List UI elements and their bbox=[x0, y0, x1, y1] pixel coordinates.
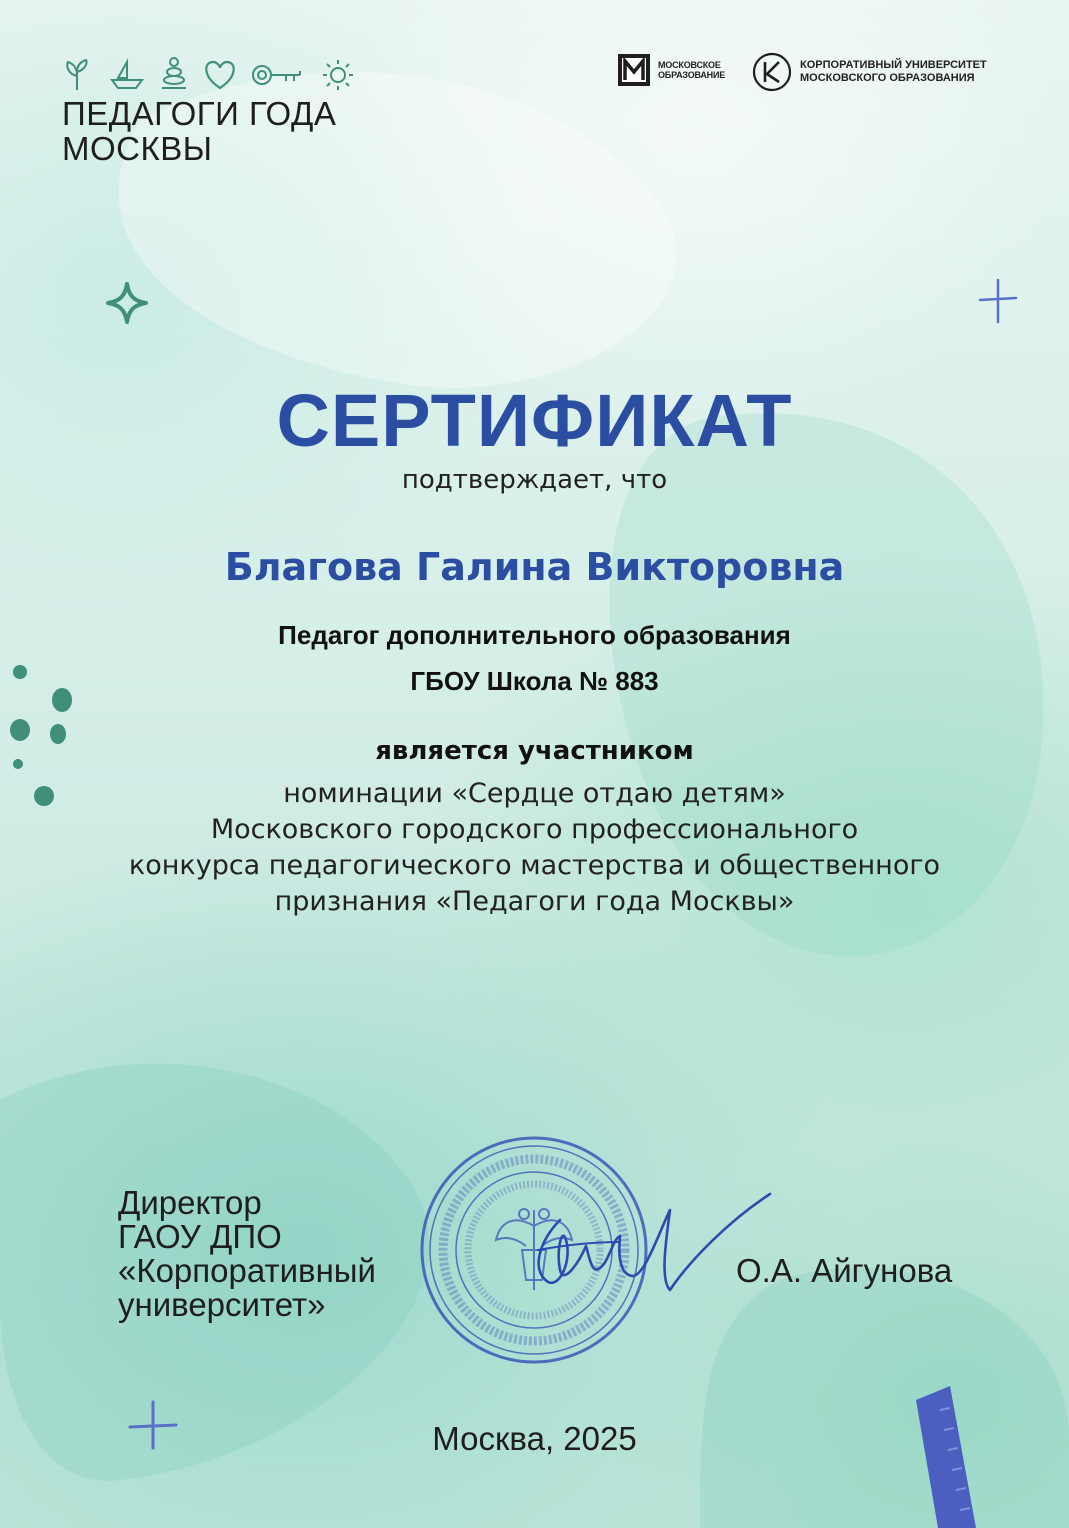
confirms-text: подтверждает, что bbox=[401, 465, 668, 495]
corporate-university-logo-icon bbox=[752, 52, 792, 92]
brand-line: ПЕДАГОГИ ГОДА bbox=[62, 95, 337, 132]
sprout-icon bbox=[67, 60, 86, 90]
partner-logo-moscow-education bbox=[616, 52, 725, 88]
nomination-line: признания «Педагоги года Москвы» bbox=[274, 886, 795, 917]
heart-icon bbox=[206, 62, 233, 88]
participant-status: является участником bbox=[375, 736, 694, 766]
signatory-role bbox=[118, 1186, 376, 1322]
sparkle-icon bbox=[104, 280, 150, 326]
pyramid-toy-icon bbox=[162, 58, 186, 88]
partner-logo-corporate-university bbox=[752, 52, 987, 92]
signatory-role-line: Директор bbox=[118, 1184, 262, 1221]
place-and-year: Москва, 2025 bbox=[432, 1420, 637, 1457]
sun-icon bbox=[323, 60, 353, 90]
nomination-line: Московского городского профессионального bbox=[210, 814, 859, 845]
partner-text: ОБРАЗОВАНИЕ bbox=[658, 70, 726, 80]
cross-sparkle-icon bbox=[976, 276, 1020, 326]
brand-line: МОСКВЫ bbox=[62, 130, 213, 167]
partner-text: КОРПОРАТИВНЫЙ УНИВЕРСИТЕТ bbox=[800, 59, 987, 71]
signatory-role-line: университет» bbox=[118, 1286, 326, 1323]
partner-text: МОСКОВСКОЕ bbox=[658, 60, 721, 70]
nomination-text bbox=[0, 776, 1069, 920]
recipient-organization: ГБОУ Школа № 883 bbox=[410, 666, 659, 696]
brand-logo-text bbox=[62, 96, 336, 166]
signatory-role-line: «Корпоративный bbox=[118, 1252, 376, 1289]
recipient-details bbox=[0, 612, 1069, 704]
signatory-name: О.А. Айгунова bbox=[736, 1252, 953, 1289]
moscow-education-logo-icon bbox=[616, 52, 652, 88]
signatory-role-line: ГАОУ ДПО bbox=[118, 1218, 282, 1255]
partner-text: МОСКОВСКОГО ОБРАЗОВАНИЯ bbox=[800, 72, 975, 84]
recipient-position: Педагог дополнительного образования bbox=[278, 620, 791, 650]
brand-icons-row bbox=[62, 54, 362, 94]
boat-icon bbox=[112, 62, 142, 88]
recipient-name: Благова Галина Викторовна bbox=[224, 545, 845, 589]
key-icon bbox=[253, 66, 300, 84]
nomination-line: конкурса педагогического мастерства и общественного bbox=[128, 850, 941, 881]
handwritten-signature bbox=[520, 1190, 780, 1310]
nomination-line: номинации «Сердце отдаю детям» bbox=[283, 778, 786, 809]
certificate-title: СЕРТИФИКАТ bbox=[276, 379, 793, 462]
